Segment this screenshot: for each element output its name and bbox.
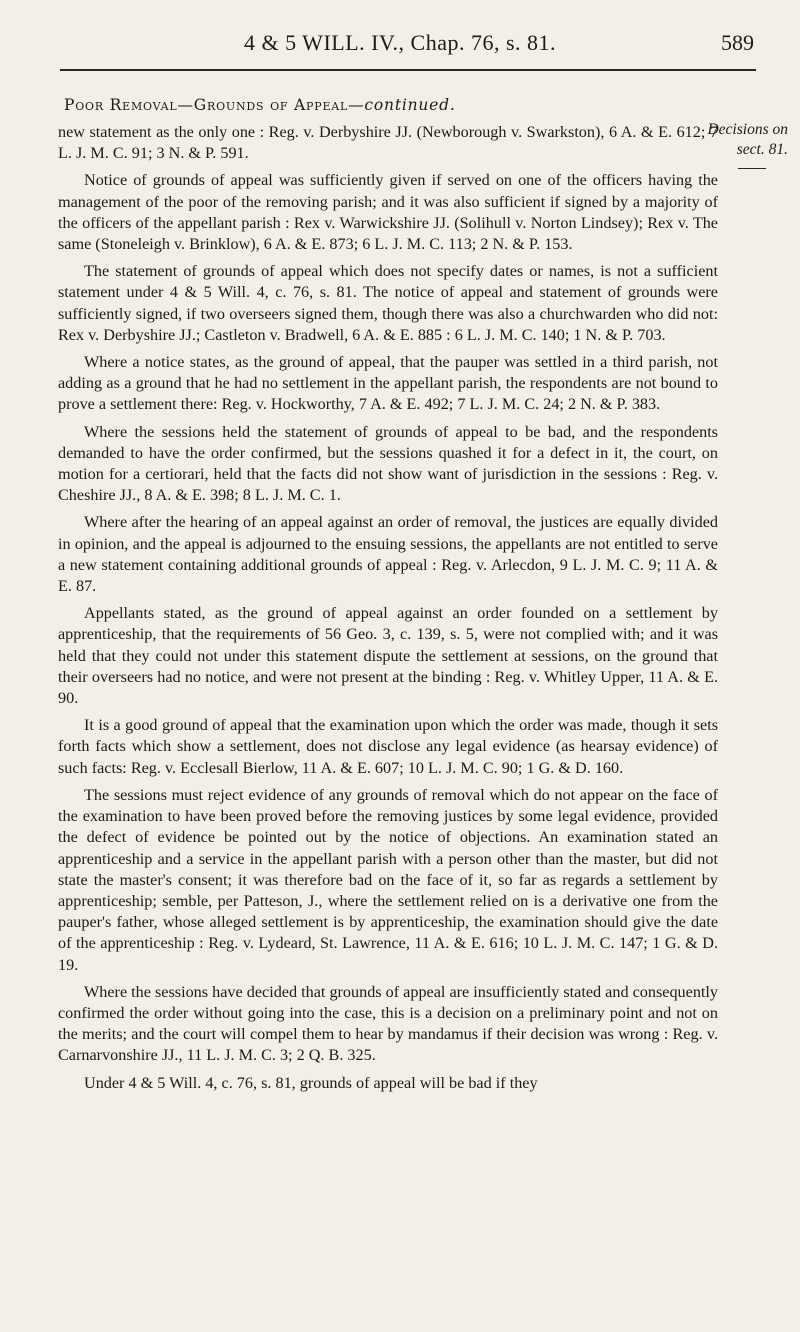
section-heading-text: Poor Removal—Grounds of Appeal— <box>64 96 365 114</box>
paragraph-4: Where a notice states, as the ground of appeal, that the pauper was settled in a third parish, not adding as a ground that he had no settlement in the appellant parish, the respondents are not bound to prove a settlement there: Reg. v. Hockworthy, 7 A. & E. 492; 7 L. J. M. C. 24; 2 N. & P. 383. <box>58 353 718 414</box>
paragraph-1: new statement as the only one : Reg. v. Derbyshire JJ. (Newborough v. Swarkston), 6 A. & E. 612; 7 L. J. M. C. 91; 3 N. & P. 591. <box>58 123 718 163</box>
paragraph-6: Where after the hearing of an appeal against an order of removal, the justices are equally divided in opinion, and the appeal is adjourned to the ensuing sessions, the appellants are not entitled to serve a new statement containing additional grounds of appeal : Reg. v. Arlecdon, 9 L. J. M. C. 9; 11 A. & E. 87. <box>58 513 718 596</box>
page-number: 589 <box>721 30 754 55</box>
paragraph-3: The statement of grounds of appeal which does not specify dates or names, is not a sufficient statement under 4 & 5 Will. 4, c. 76, s. 81. The notice of appeal and statement of grounds were sufficiently signed, if two overseers signed them, though there was also a churchwarden who did not: Rex v. Derbyshire JJ.; Castleton v. Bradwell, 6 A. & E. 885 : 6 L. J. M. C. 140; 1 N. & P. 703. <box>58 262 718 344</box>
running-head <box>0 30 800 60</box>
margin-note-line1: Decisions on <box>707 121 788 138</box>
paragraph-5: Where the sessions held the statement of grounds of appeal to be bad, and the respondents demanded to have the order confirmed, but the sessions quashed it for a defect in it, the court, on motion for a certiorari, held that the facts did not show want of jurisdiction in the sessions : Reg. v. Cheshire JJ., 8 A. & E. 398; 8 L. J. M. C. 1. <box>58 422 718 505</box>
paragraph-8: It is a good ground of appeal that the examination upon which the order was made, though it sets forth facts which show a settlement, does not disclose any legal evidence (as hearsay evidence) of such facts: Reg. v. Ecclesall Bierlow, 11 A. & E. 607; 10 L. J. M. C. 90; 1 G. & D. 160. <box>58 716 718 777</box>
header-rule <box>60 69 756 71</box>
section-heading <box>64 96 456 114</box>
margin-note-line2: sect. 81. <box>736 141 788 158</box>
paragraph-10: Where the sessions have decided that grounds of appeal are insufficiently stated and consequently confirmed the order without going into the case, this is a decision on a preliminary point and not on the merits; and the court will compel them to hear by mandamus if their decision was wrong : Reg. v. Carnarvonshire JJ., 11 L. J. M. C. 3; 2 Q. B. 325. <box>58 982 718 1065</box>
paragraph-2: Notice of grounds of appeal was sufficiently given if served on one of the officers having the management of the poor of the removing parish; and it was also sufficient if signed by a majority of the officers of the appellant parish : Rex v. Warwickshire JJ. (Solihull v. Norton Lindsey); Rex v. The same (Stoneleigh v. Brinklow), 6 A. & E. 873; 6 L. J. M. C. 113; 2 N. & P. 153. <box>58 171 718 254</box>
running-head-title: 4 & 5 WILL. IV., Chap. 76, s. 81. <box>243 30 557 55</box>
margin-dash <box>738 168 766 169</box>
section-heading-continued: continued. <box>364 96 456 114</box>
paragraph-7: Appellants stated, as the ground of appeal against an order founded on a settlement by apprenticeship, that the requirements of 56 Geo. 3, c. 139, s. 5, were not complied with; and it was held that they could not under this statement dispute the settlement at sessions, on the ground that their overseers had no notice, and were not present at the binding : Reg. v. Whitley Upper, 11 A. & E. 90. <box>58 604 718 708</box>
paragraph-11: Under 4 & 5 Will. 4, c. 76, s. 81, grounds of appeal will be bad if they <box>84 1073 538 1092</box>
body-text <box>58 122 718 1100</box>
paragraph-9: The sessions must reject evidence of any grounds of removal which do not appear on the face of the examination to have been proved before the removing justices by some legal evidence, provided the defect of evidence be pointed out by the notice of objections. An examination stated an apprenticeship and a service in the appellant parish with a person other than the master, but did not state the master's consent; it was therefore bad on the face of it, so far as regards a settlement by apprenticeship; semble, per Patteson, J., where the settlement relied on is a derivative one from the pauper's father, whose alleged settlement is by apprenticeship, the examination should give the date of the apprenticeship : Reg. v. Lydeard, St. Lawrence, 11 A. & E. 616; 10 L. J. M. C. 147; 1 G. & D. 19. <box>58 785 718 974</box>
